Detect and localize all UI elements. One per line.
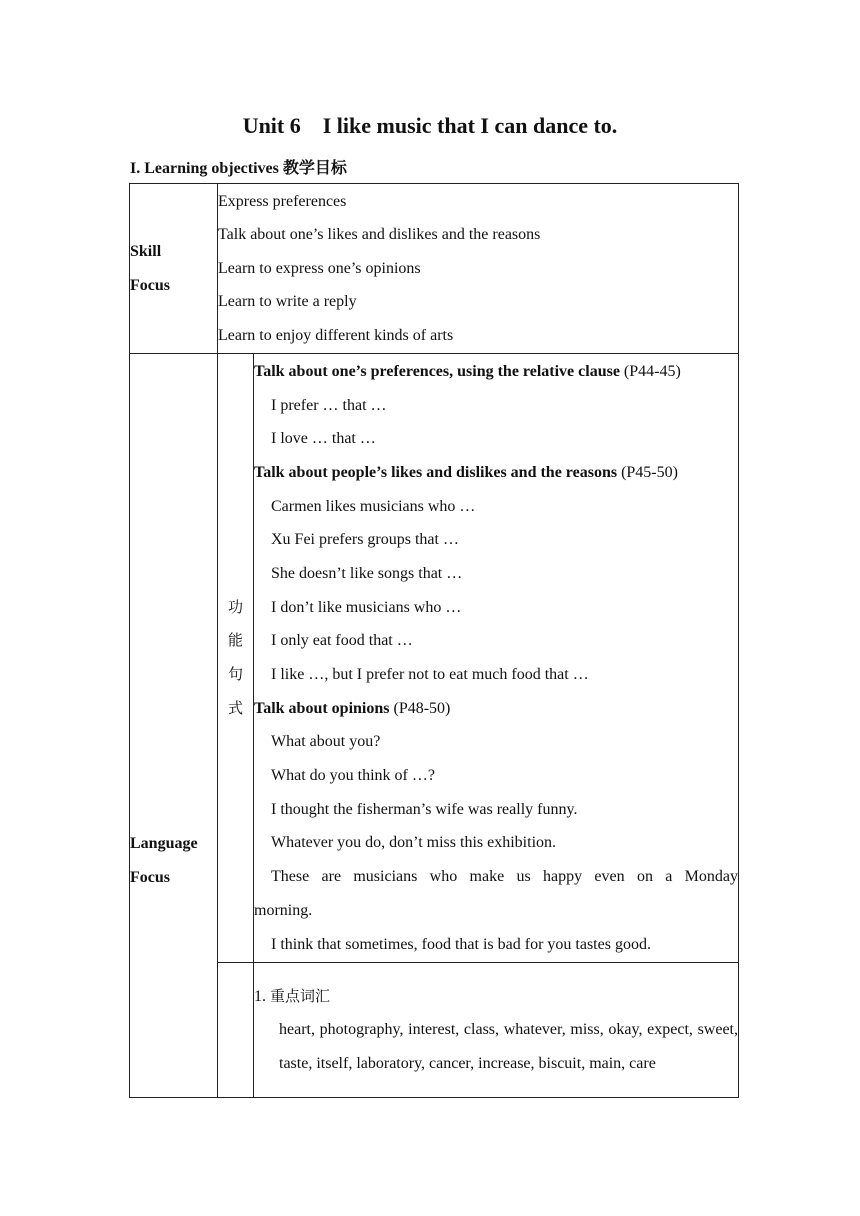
vocabulary-content bbox=[254, 963, 739, 1098]
list-item: Learn to write a reply bbox=[218, 293, 357, 311]
functional-content bbox=[254, 354, 739, 963]
vocabulary-label-cell bbox=[218, 963, 254, 1098]
vocabulary-title: 重点词汇 bbox=[270, 986, 331, 1005]
functional-label-char: 句 bbox=[227, 665, 243, 683]
example-line: I prefer … that … bbox=[271, 396, 387, 414]
section-heading: I. Learning objectives 教学目标 bbox=[130, 160, 347, 177]
list-item: Learn to express one’s opinions bbox=[218, 259, 421, 277]
vocabulary-heading bbox=[254, 980, 738, 1014]
example-line: What about you? bbox=[271, 733, 381, 751]
objectives-table bbox=[129, 183, 739, 1098]
vocabulary-number: 1. bbox=[254, 987, 266, 1005]
example-line: I don’t like musicians who … bbox=[271, 598, 462, 616]
skill-focus-list bbox=[218, 184, 739, 354]
example-line: She doesn’t like songs that … bbox=[271, 564, 463, 582]
skill-label-line2: Focus bbox=[130, 276, 170, 294]
example-line: Xu Fei prefers groups that … bbox=[271, 531, 459, 549]
example-line: Whatever you do, don’t miss this exhibition. bbox=[271, 834, 557, 852]
example-line: Carmen likes musicians who … bbox=[271, 497, 476, 515]
functional-label-char: 能 bbox=[227, 631, 243, 650]
skill-label-line1: Skill bbox=[130, 242, 162, 260]
vocabulary-words: heart, photography, interest, class, whatever, miss, okay, expect, sweet, taste, itself, laboratory, cancer, increase, biscuit, main, care bbox=[279, 1021, 738, 1072]
functional-label bbox=[218, 354, 254, 963]
group-heading: Talk about opinions (P48-50) bbox=[254, 699, 451, 717]
page-title: Unit 6 I like music that I can dance to. bbox=[242, 113, 618, 138]
language-label-line2: Focus bbox=[130, 868, 170, 886]
example-line: I like …, but I prefer not to eat much food that … bbox=[271, 666, 589, 683]
example-line: These are musicians who make us happy even on a Monday bbox=[271, 868, 738, 886]
example-line: I thought the fisherman’s wife was really funny. bbox=[271, 800, 578, 818]
example-line: I think that sometimes, food that is bad for you tastes good. bbox=[271, 935, 651, 953]
skill-focus-label bbox=[130, 184, 218, 354]
functional-label-char: 式 bbox=[227, 698, 243, 717]
group-heading: Talk about people’s likes and dislikes and the reasons (P45-50) bbox=[254, 463, 678, 481]
example-line: I only eat food that … bbox=[271, 632, 413, 650]
list-item: Express preferences bbox=[218, 192, 347, 210]
functional-sentences-row bbox=[130, 354, 739, 963]
example-line: I love … that … bbox=[271, 430, 376, 448]
list-item: Learn to enjoy different kinds of arts bbox=[218, 326, 454, 344]
list-item: Talk about one’s likes and dislikes and the reasons bbox=[218, 226, 541, 244]
language-focus-label bbox=[130, 354, 218, 1098]
skill-focus-row bbox=[130, 184, 739, 354]
language-label-line1: Language bbox=[130, 835, 198, 852]
example-line-continuation: morning. bbox=[254, 901, 313, 919]
example-line: What do you think of …? bbox=[271, 767, 435, 785]
functional-label-char: 功 bbox=[227, 597, 243, 616]
vocabulary-row bbox=[130, 963, 739, 1098]
group-heading: Talk about one’s preferences, using the relative clause (P44-45) bbox=[254, 362, 681, 380]
